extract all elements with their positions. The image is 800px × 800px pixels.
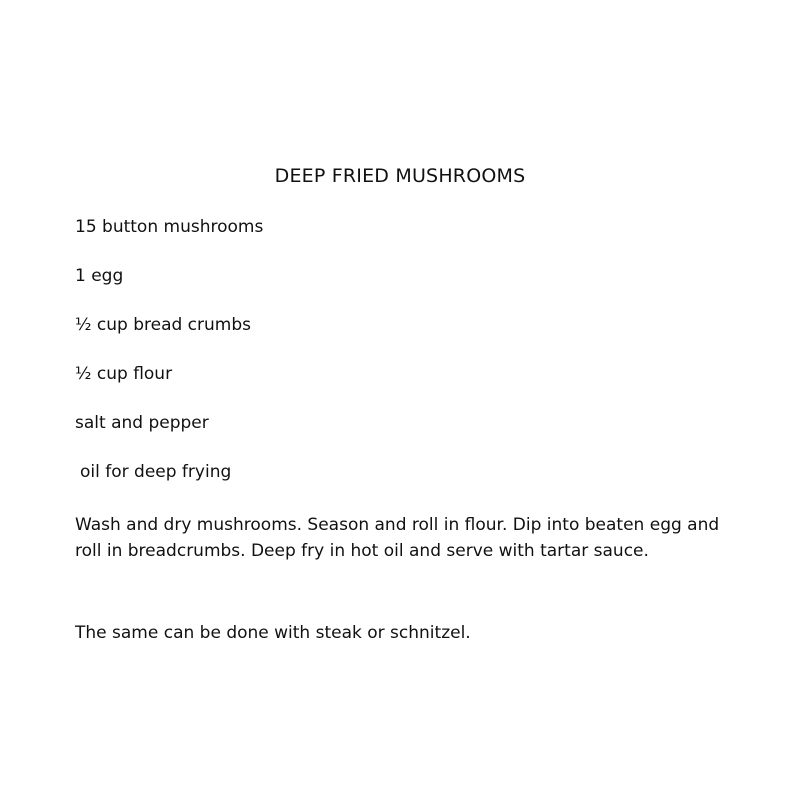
ingredient-item: 15 button mushrooms — [75, 217, 264, 237]
recipe-title: DEEP FRIED MUSHROOMS — [274, 165, 526, 187]
ingredient-list — [75, 216, 263, 510]
recipe-note: The same can be done with steak or schnitzel. — [75, 623, 471, 643]
ingredient-item: salt and pepper — [75, 413, 209, 433]
ingredient-item: oil for deep frying — [80, 462, 232, 482]
recipe-instructions: Wash and dry mushrooms. Season and roll in flour. Dip into beaten egg and roll in breadcrumbs. Deep fry in hot oil and serve with tartar sauce. — [75, 515, 720, 561]
ingredient-item: ½ cup flour — [75, 364, 173, 384]
ingredient-item: 1 egg — [75, 266, 124, 286]
ingredient-item: ½ cup bread crumbs — [75, 315, 251, 335]
